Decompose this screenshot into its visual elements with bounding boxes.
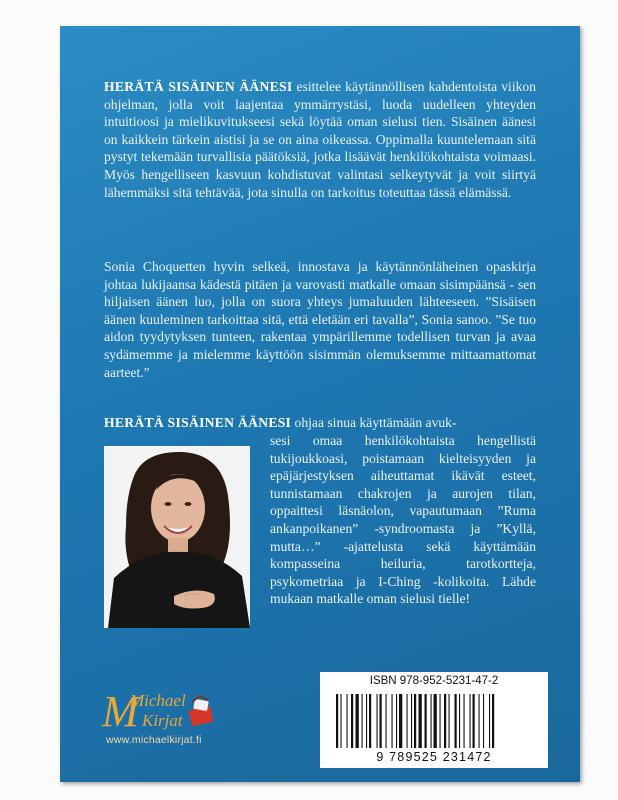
book-stack-icon	[189, 696, 214, 726]
barcode-label	[320, 672, 548, 768]
description-text-1: esittelee käytännöllisen kahdentoista viikon ohjelman, jolla voit laajentaa ymmärrystäsi, luoda uudelleen yhteyden intuitioosi ja mielikuvitukseesi sekä löytää oman sielusi tien. Sisäinen äänesi on kaikkein tärkein aistisi ja se on aina oikeassa. Oppimalla kuuntelemaan sitä pystyt tekemään turvallisia päätöksiä, jotka lisäävät henkilökohtaista voimaasi. Myös hengelliseen kasvuun kohdistuvat valintasi selkeytyvät ja voit siirtyä lähemmäksi sitä tehtävää, jota sinulla on tarkoitus toteuttaa tässä elämässä.	[104, 79, 536, 200]
description-paragraph-3-lead	[104, 414, 536, 432]
logo-word-michael: Michael	[130, 691, 186, 710]
back-cover	[60, 26, 580, 782]
publisher-url: www.michaelkirjat.fi	[106, 734, 202, 746]
isbn-number: ISBN 978-952-5231-47-2	[369, 675, 499, 687]
description-paragraph-1	[104, 78, 536, 201]
book-title-inline: HERÄTÄ SISÄINEN ÄÄNESI	[104, 79, 293, 94]
svg-text:M: M	[102, 687, 139, 736]
barcode-image	[332, 694, 536, 750]
barcode-digits: 9 789525 231472	[376, 750, 492, 764]
description-paragraph-3: sesi omaa henkilökohtaista hengellistä tukijoukkoasi, poistamaan kielteisyyden ja epäjärjestyksen aiheuttamat ikävät esteet, tunnistamaan chakrojen ja aurojen tilan, oppaittesi läsnäolon, vapautumaan ”Ruma ankanpoikanen” -syndroomasta ja ”Kyllä, mutta…” -ajattelusta sekä käyttämään kompasseina heiluria, tarotkortteja, psykometriaa ja I-Ching -kolikoita. Lähde mukaan matkalle oman sielusi tielle!	[270, 433, 536, 607]
author-portrait-image	[104, 446, 250, 628]
description-lead-3: ohjaa sinua käyttämään avuk-	[291, 415, 457, 430]
description-paragraph-2: Sonia Choquetten hyvin selkeä, innostava ja käytännönläheinen opaskirja johtaa lukijaansa kädestä pitäen ja varovasti matkalle omaan sisimpäänsä - sen hiljaisen äänen luo, jolla on suora yhteys jumaluuden lähteeseen. ”Sisäisen äänen kuuleminen tarkoittaa sitä, että eletään eri tavalla”, Sonia sanoo. ”Se tuo aidon tyydytyksen tunteen, rakentaa ympärillemme todellisen turvan ja avaa sydämemme ja mielemme käyttöön sisimmän olemuksemme mittaamattomat aarteet.”	[104, 259, 536, 380]
logo-word-kirjat: Kirjat	[142, 711, 183, 730]
author-photo	[104, 446, 250, 628]
book-title-inline-2: HERÄTÄ SISÄINEN ÄÄNESI	[104, 415, 292, 430]
